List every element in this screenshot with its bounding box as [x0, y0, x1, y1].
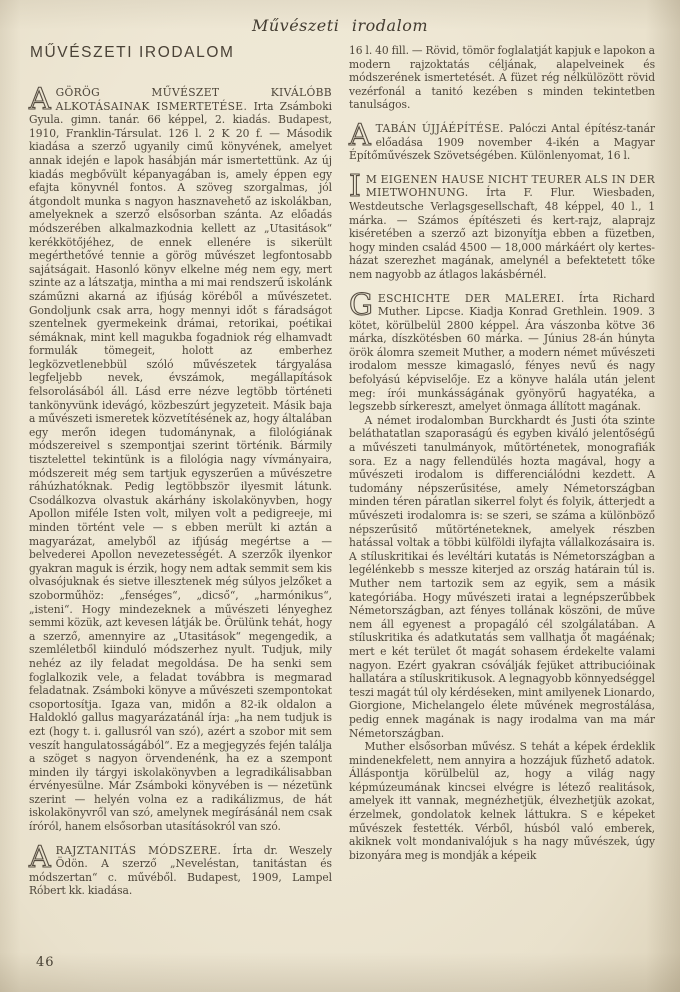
- entry-title: RAJZTANITÁS MÓDSZERE.: [55, 843, 222, 857]
- running-title: Művészeti irodalom: [251, 16, 429, 35]
- page-number: 46: [36, 955, 55, 970]
- review-entry: [29, 839, 333, 898]
- review-entry: [29, 82, 332, 834]
- entry-body: Írta Richard Muther. Lipcse. Kiadja Konrad Grethlein. 1909. 3 kötet, körülbelül 2800 képpel. Ára vászonba kötve 36 márka, díszkötésben 60 márka. — Június 28-án húnyta örök álomra szemeit Muther, a modern német művészeti irodalom messze kimagasló, fényes nevű és nagy befolyású képviselője. Ez a könyve halála után jelent meg: írói munkásságának gyönyörű hagyatéka, a legszebb sírkereszt, amelyet önmaga állított magának.: [349, 291, 655, 414]
- review-entry: [349, 168, 655, 282]
- dropcap-initial: G: [349, 287, 373, 323]
- body-paragraph: A német irodalomban Burckhardt és Justi óta szinte beláthatatlan szaporaságú és egyben kiváló jelentőségű a művészeti tanulmányok, műtörténetek, monografiák sora. Ez a nagy fellendülés hozta magával, hogy a művészeti irodalom is differenciálódni kezdett. A tudomány népszerűsitése, amely Németországban minden téren páratlan sikerrel folyt és folyik, átterjedt a művészeti irodalomra is: se szeri, se száma a különböző népszerűsitő műtörténeteknek, amelyek részben hatással voltak a többi külföldi ilyfajta vállalkozásaira is. A stíluskritikai és levéltári kutatás is Németországban a legélénkebb s messze kiterjed az ország határain túl is. Muther nem tartozik sem az egyik, sem a másik kategóriába. Hogy művészeti iratai a legnépszerűbbek Németországban, azt fényes tollának köszöni, de műve nem áll egyenest a propagáló cél szolgálatában. A stíluskritika és adatkutatás sem vallhatja őt magáénak; mert e két terület őt magát sohasem érdekelte valami nagyon. Ezért gyakran csóválják fejüket attribucióinak hallatára a stíluskritikusok. A legnagyobb könnyedséggel teszi magát túl oly kérdéseken, mint amilyenek Lionardo, Giorgione, Michelangelo élete művének megrostálása, pedig ennek magának is nagy irodalma van ma már Németországban.: [349, 413, 655, 740]
- dropcap-initial: I: [349, 168, 361, 204]
- section-title: MŰVÉSZETI IRODALOM: [30, 44, 235, 61]
- entry-title: ESCHICHTE DER MALEREI.: [377, 291, 565, 305]
- entry-body: Írta dr. Weszely Ödön. A szerző „Neveléstan, tanitástan és módszertan“ c. művéből. Budapest, 1909, Lampel Róbert kk. kiadása.: [29, 843, 333, 898]
- left-column: [29, 82, 333, 898]
- body-paragraph: Muther elsősorban művész. S tehát a képek érdeklik mindenekfelett, nem annyira a hozzájuk fűzhető adatok. Álláspontja körülbelül az, hogy a világ nagy képmúzeumának kincsei elvégre is létező realitások, amelyek itt vannak, megnézhetjük, élvezhetjük azokat, érzelmek, gondolatok kelnek láttukra. S e képeket művészek festették. Vérből, húsból való emberek, akiknek volt mondanivalójuk s ha nagy művészek, úgy bizonyára meg is mondják a képeik: [349, 740, 655, 862]
- dropcap-initial: A: [349, 117, 371, 153]
- entry-body: Palóczi Antal építész-tanár előadása 1909 november 4-ikén a Magyar Építőművészek Szövetségében. Különlenyomat, 16 l.: [349, 121, 655, 163]
- review-entry: [349, 287, 655, 414]
- entry-body: Írta F. Flur. Wiesbaden, Westdeutsche Verlagsgesellschaft, 48 képpel, 40 l., 1 márka. — Számos építészeti és kert-rajz, alaprajz kiséretében a szerző azt bizonyítja ebben a füzetben, hogy minden család 4500 — 18,000 márkáért oly kertes-házat szerezhet magának, amelynél a befektetett tőke nem nagyobb az átlagos lakásbérnél.: [349, 186, 655, 281]
- entry-title: M EIGENEN HAUSE NICHT TEURER ALS IN DER MIETWOHNUNG.: [365, 172, 655, 200]
- entry-title: GÖRÖG MŰVÉSZET KIVÁLÓBB ALKOTÁSAINAK ISMERTETÉSE.: [55, 86, 332, 113]
- right-column: [349, 44, 655, 862]
- entry-title: TABÁN ÚJJÁÉPÍTÉSE.: [375, 121, 504, 135]
- entry-body: Irta Zsámboki Gyula. gimn. tanár. 66 képpel, 2. kiadás. Budapest, 1910, Franklin-Társulat. 126 l. 2 K 20 f. — Második kiadása a szerző ugyanily cimű könyvének, amelyet annak idején e lapok hasábján már ismertettünk. Az új kiadás megbővült képanyagában is, amely éppen egy efajta könyvnél fontos. A szöveg szorgalmas, jól átgondolt munka s nagyon hasznavehető az iskolákban, amelyeknek a szerző elsősorban szánta. Az előadás módszerében alkalmazkodnia kellett az „Utasitások“ kerékkötőjéhez, de ennek ellenére is sikerült megérthetővé tennie a görög művészet legfontosabb sajátságait. Hasonló könyv elkelne még nem egy, mert szinte az a látszatja, mintha a mi mai rendszerű iskolánk száműzni akarná az ifjúság köréből a művészetet. Gondoljunk csak arra, hogy mennyi időt s fáradságot szentelnek gyermekeink drámai, retorikai, poétikai sémáknak, mint kell magukba fogadniok rég elhamvadt formulák tömegeit, holott az emberhez legközvetlenebbül szóló művészetek tárgyalása legfeljebb nevek, évszámok, megállapítások felsorolásából áll. Lásd erre nézve legtöbb történeti tankönyvünk idevágó, közbeszúrt jegyzeteit. Másik baja a művészeti ismeretek közvetítésének az, hogy általában egy merőn idegen tudománynak, a filológiának módszereivel s szempontjai szerint történik. Bármily tisztelettel tekintünk is a filológia nagy vívmányaira, módszereit még sem tartjuk egyszerűen a művészetre ráhúzhatóknak. Pedig legtöbbször ilyesmit látunk. Csodálkozva olvastuk akárhány iskolakönyvben, hogy Apollon miféle Isten volt, milyen volt a pedigreeje, mi minden történt vele — s ebben merült ki aztán a magyarázat, amelyből az ifjúság megértse a — belvederei Apollon nevezetességét. A szerzők ilyenkor gyakran maguk is érzik, hogy nem adtak semmit sem kis olvasójuknak és sietve illesztenek még súlyos jelzőket a szoborműhöz: „fenséges“, „dicső“, „harmónikus“, „isteni“. Hogy mindezeknek a művészeti lényeghez semmi közük, azt kevesen látják be. Örülünk tehát, hogy a szerző, amennyire az „Utasitások“ megengedik, a szemléletből kiinduló módszerhez nyult. Tudjuk, mily nehéz az ily feladat megoldása. De ha senki sem foglalkozik vele, a feladat továbbra is megmarad feladatnak. Zsámboki könyve a művészeti szempontokat csoportosítja. Igaza van, midőn a 82-ik oldalon a Haldokló gallus magyarázatánál írja: „ha nem tudjuk is ezt (hogy t. i. gallusról van szó), azért a szobor mit sem veszít hangulatosságából“. Ez a megjegyzés fején találja a szöget s nagyon örvendenénk, ha ez a szempont minden ily tárgyi iskolakönyvben a legradikálisabban érvényesülne. Már Zsámboki könyvében is — nézetünk szerint — helyén volna ez a radikálizmus, de hát iskolakönyvről van szó, amelynek megírásánál nem csak íróról, hanem elsősorban utasításokról van szó.: [29, 99, 332, 834]
- continuation-paragraph: 16 l. 40 fill. — Rövid, tömör foglalatját kapjuk e lapokon a modern rajzoktatás céljának, alapelveinek és módszerének ismertetését. A füzet rég nélkülözött rövid vezérfonál a tanitó kezében s minden tekintetben tanulságos.: [349, 44, 655, 112]
- dropcap-initial: A: [29, 839, 51, 875]
- review-entry: [349, 117, 655, 163]
- dropcap-initial: A: [29, 82, 51, 117]
